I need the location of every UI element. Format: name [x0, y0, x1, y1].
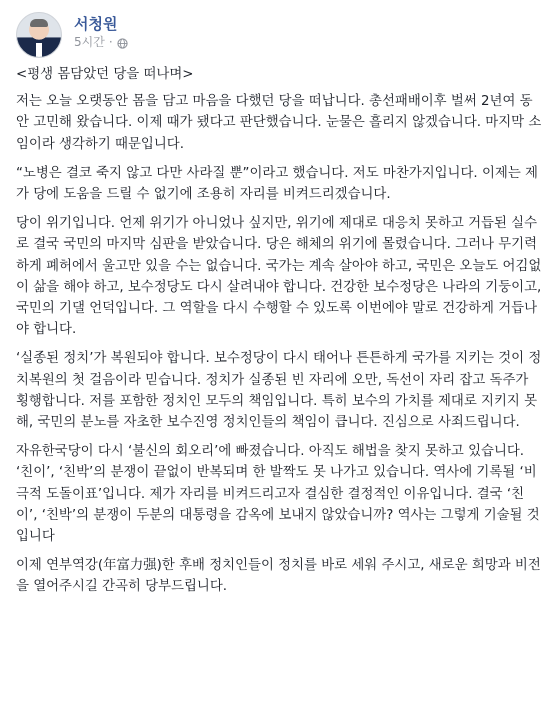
post-paragraph: “노병은 결코 죽지 않고 다만 사라질 뿐”이라고 했습니다. 저도 마찬가지입니다. 이제는 제가 당에 도움을 드릴 수 없기에 조용히 자리를 비켜드리겠습니다.: [16, 165, 538, 203]
post-paragraph: ‘실종된 정치’가 복원되야 합니다. 보수정당이 다시 태어나 튼튼하게 국가를 지키는 것이 정치복원의 첫 걸음이라 믿습니다. 정치가 실종된 빈 자리에 오만, 독선이 자리 잡고 독주가 횡행합니다. 저를 포함한 정치인 모두의 책임입니다. 특히 보수의 가치를 제대로 지키지 못해, 국민의 분노를 자초한 보수진영 정치인들의 책임이 큽니다. 진심으로 사죄드립니다.: [16, 351, 542, 431]
post-paragraph: 당이 위기입니다. 언제 위기가 아니었나 싶지만, 위기에 제대로 대응치 못하고 거듭된 실수로 결국 국민의 마지막 심판을 받았습니다. 당은 해체의 위기에 몰렸습니다. 그러나 무기력하게 폐허에서 울고만 있을 수는 없습니다. 국가는 계속 살아야 하고, 국민은 오늘도 어김없이 삶을 해야 하고, 보수정당도 다시 살려내야 합니다. 건강한 보수정당은 나라의 기둥이고, 국민의 기댈 언덕입니다. 그 역할을 다시 수행할 수 있도록 이번에야 말로 건강하게 거듭나야 합니다.: [16, 216, 542, 338]
post-paragraph: 이제 연부역강(年富力强)한 후배 정치인들이 정치를 바로 세워 주시고, 새로운 희망과 비전을 열어주시길 간곡히 당부드립니다.: [16, 558, 541, 595]
post-paragraph: 자유한국당이 다시 ‘불신의 회오리’에 빠졌습니다. 아직도 해법을 찾지 못하고 있습니다. ‘친이’, ‘친박’의 분쟁이 끝없이 반복되며 한 발짝도 못 나가고 있습니다. 역사에 기록될 ‘비극적 도돌이표’입니다. 제가 자리를 비켜드리고자 결심한 결정적인 이유입니다. 결국 ‘친이’, ‘친박’의 분쟁이 두분의 대통령을 감옥에 보내지 않았습니까? 역사는 그렇게 기술될 것입니다: [16, 444, 540, 545]
meta-separator: ·: [108, 35, 113, 49]
post-timestamp[interactable]: 5시간: [74, 35, 105, 49]
post-subline: [74, 34, 128, 51]
post-paragraph: 저는 오늘 오랫동안 몸을 담고 마음을 다했던 당을 떠납니다. 총선패배이후 벌써 2년여 동안 고민해 왔습니다. 이제 때가 됐다고 판단했습니다. 눈물은 흘리지 않겠습니다. 마지막 소임이라 생각하기 때문입니다.: [16, 94, 542, 152]
post-title: <평생 몸담았던 당을 떠나며>: [16, 67, 194, 82]
author-avatar[interactable]: [16, 12, 62, 58]
post-meta: [74, 12, 128, 51]
author-name[interactable]: 서청원: [74, 15, 118, 33]
post-header: [16, 12, 544, 64]
post-body: [16, 64, 544, 598]
globe-icon[interactable]: [117, 37, 128, 48]
